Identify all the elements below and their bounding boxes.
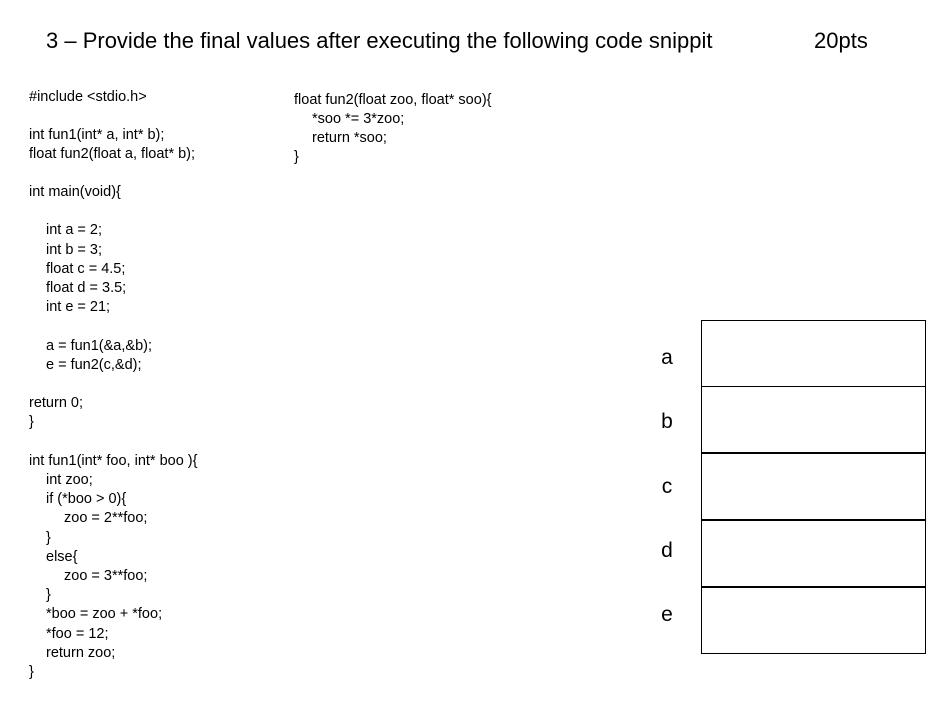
code-line: int main(void){	[29, 184, 121, 200]
answer-box-e[interactable]	[701, 587, 926, 654]
code-line: *foo = 12;	[46, 626, 109, 642]
answer-box-d[interactable]	[701, 520, 926, 587]
answer-label-e: e	[661, 603, 673, 626]
code-line: zoo = 3**foo;	[64, 568, 148, 584]
code-line: #include <stdio.h>	[29, 89, 147, 105]
code-line: int fun1(int* foo, int* boo ){	[29, 453, 198, 469]
code-line: a = fun1(&a,&b);	[46, 338, 152, 354]
code-line: else{	[46, 549, 78, 565]
answer-label-c: c	[661, 475, 673, 498]
answer-box-b[interactable]	[701, 386, 926, 453]
answer-label-a: a	[661, 346, 673, 369]
code-line: int e = 21;	[46, 299, 111, 315]
code-line: float fun2(float zoo, float* soo){	[294, 92, 492, 108]
code-line: return 0;	[29, 395, 83, 411]
code-line: return zoo;	[46, 645, 116, 661]
code-block-fun2	[294, 0, 614, 200]
code-line: return *soo;	[312, 130, 387, 146]
code-line: int zoo;	[46, 472, 93, 488]
code-line: float fun2(float a, float* b);	[29, 146, 196, 162]
code-line: }	[294, 149, 299, 165]
code-line: }	[29, 414, 34, 430]
code-line: e = fun2(c,&d);	[46, 357, 142, 373]
code-line: int fun1(int* a, int* b);	[29, 127, 165, 143]
question-points: 20pts	[814, 28, 868, 53]
question-title: 3 – Provide the final values after executing the following code snippit	[46, 28, 713, 53]
code-line: int a = 2;	[46, 222, 103, 238]
code-block-main	[29, 0, 289, 704]
code-line: *boo = zoo + *foo;	[46, 606, 163, 622]
code-line: int b = 3;	[46, 242, 103, 258]
answer-label-d: d	[661, 539, 673, 562]
code-line: float c = 4.5;	[46, 261, 126, 277]
code-line: }	[46, 530, 51, 546]
answer-box-c[interactable]	[701, 453, 926, 520]
code-line: zoo = 2**foo;	[64, 510, 148, 526]
code-line: }	[29, 664, 34, 680]
code-line: if (*boo > 0){	[46, 491, 127, 507]
answer-label-b: b	[661, 410, 673, 433]
code-line: }	[46, 587, 51, 603]
code-line: float d = 3.5;	[46, 280, 127, 296]
code-line: *soo *= 3*zoo;	[312, 111, 405, 127]
answer-box-a[interactable]	[701, 320, 926, 387]
